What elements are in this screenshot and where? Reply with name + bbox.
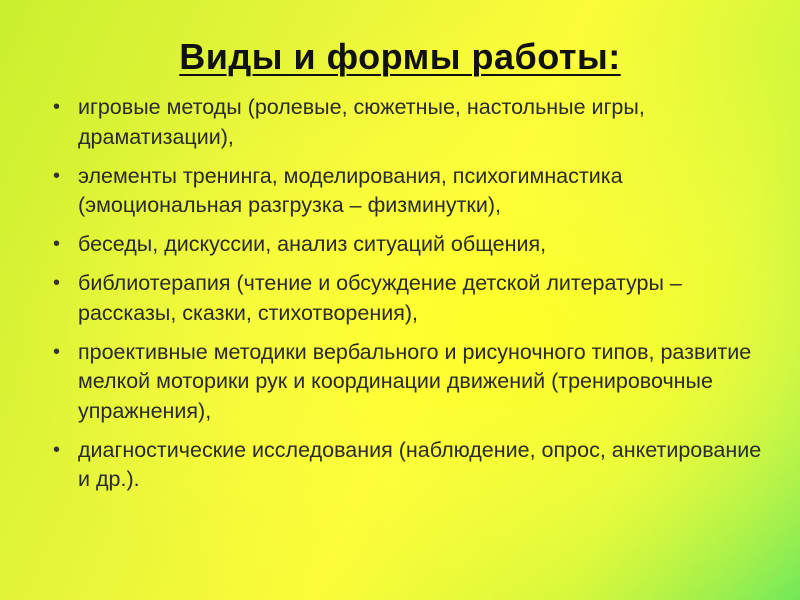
bullet-icon: • [53, 438, 61, 461]
list-item-text: диагностические исследования (наблюдение, опрос, анкетирование и др.). [78, 437, 762, 491]
bullet-icon: • [53, 272, 61, 294]
bullet-icon: • [53, 233, 61, 255]
bullet-list [44, 93, 774, 504]
slide-title: Виды и формы работы: [179, 36, 621, 77]
list-item-text: игровые методы (ролевые, сюжетные, настольные игры, драматизации), [78, 95, 645, 149]
list-item-text: беседы, дискуссии, анализ ситуаций общения, [78, 232, 547, 256]
list-item [44, 338, 774, 427]
list-item [44, 162, 774, 221]
bullet-icon: • [53, 96, 61, 118]
list-item-text: проективные методики вербального и рисуночного типов, развитие мелкой моторики рук и координации движений (тренировочные упражнения), [78, 339, 752, 423]
list-item [44, 436, 774, 495]
bullet-icon: • [53, 164, 61, 187]
bullet-icon: • [53, 340, 61, 363]
list-item-text: элементы тренинга, моделирования, психогимнастика (эмоциональная разгрузка – физминутки), [78, 163, 623, 217]
list-item-text: библиотерапия (чтение и обсуждение детской литературы – рассказы, сказки, стихотворения), [78, 271, 682, 325]
list-item [44, 93, 774, 152]
list-item [44, 269, 774, 328]
list-item [44, 230, 774, 260]
